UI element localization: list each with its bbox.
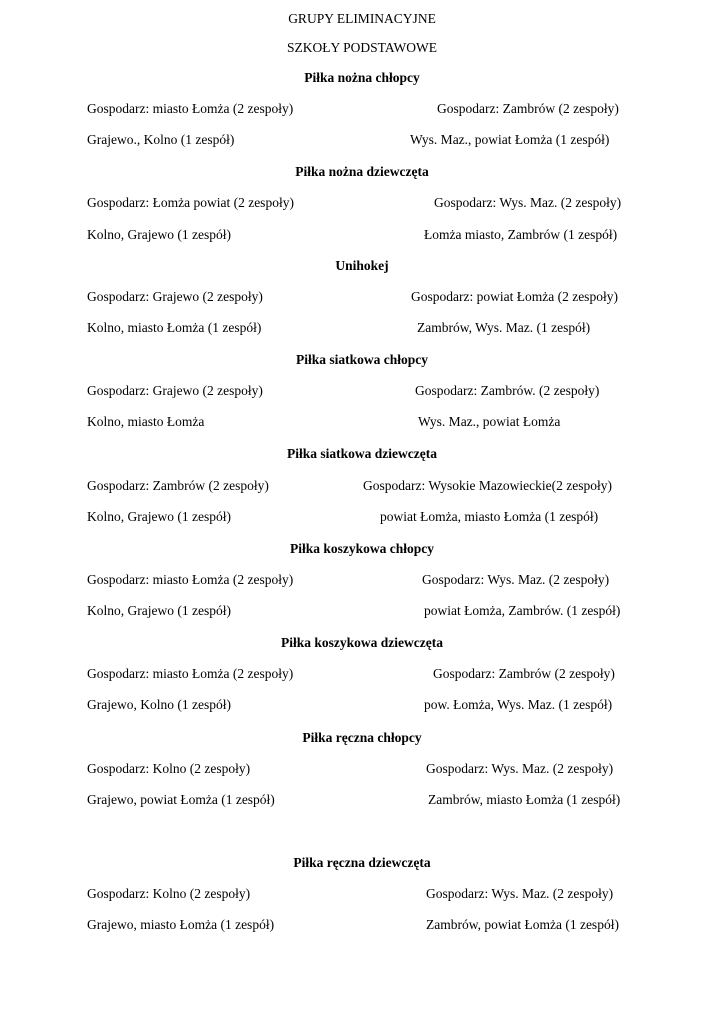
group-a-host: Gospodarz: Grajewo (2 zespoły) bbox=[87, 383, 263, 398]
document-title: GRUPY ELIMINACYJNE bbox=[288, 11, 436, 26]
group-b-host: Gospodarz: Wys. Maz. (2 zespoły) bbox=[434, 195, 622, 210]
section-title: Piłka nożna dziewczęta bbox=[295, 164, 429, 179]
group-a-host: Gospodarz: miasto Łomża (2 zespoły) bbox=[87, 101, 294, 116]
group-b-teams: powiat Łomża, miasto Łomża (1 zespół) bbox=[380, 509, 599, 524]
group-b-teams: Zambrów, powiat Łomża (1 zespół) bbox=[426, 917, 619, 932]
group-b-teams: Zambrów, Wys. Maz. (1 zespół) bbox=[417, 320, 591, 335]
group-a-teams: Kolno, Grajewo (1 zespół) bbox=[87, 509, 231, 524]
group-b-host: Gospodarz: powiat Łomża (2 zespoły) bbox=[411, 289, 618, 304]
group-a-teams: Kolno, Grajewo (1 zespół) bbox=[87, 227, 231, 242]
group-a-host: Gospodarz: miasto Łomża (2 zespoły) bbox=[87, 666, 294, 681]
group-a-host: Gospodarz: Kolno (2 zespoły) bbox=[87, 761, 251, 776]
group-b-host: Gospodarz: Zambrów (2 zespoły) bbox=[433, 666, 615, 681]
section-title: Piłka ręczna chłopcy bbox=[302, 730, 422, 745]
group-b-teams: Wys. Maz., powiat Łomża (1 zespół) bbox=[410, 132, 610, 147]
group-b-teams: Zambrów, miasto Łomża (1 zespół) bbox=[428, 792, 621, 807]
group-b-host: Gospodarz: Wys. Maz. (2 zespoły) bbox=[422, 572, 610, 587]
group-b-teams: pow. Łomża, Wys. Maz. (1 zespół) bbox=[424, 697, 613, 712]
group-a-host: Gospodarz: Łomża powiat (2 zespoły) bbox=[87, 195, 294, 210]
group-a-host: Gospodarz: Grajewo (2 zespoły) bbox=[87, 289, 263, 304]
section-title: Piłka nożna chłopcy bbox=[304, 70, 420, 85]
group-b-teams: Łomża miasto, Zambrów (1 zespół) bbox=[424, 227, 618, 242]
group-a-teams: Grajewo., Kolno (1 zespół) bbox=[87, 132, 235, 147]
group-b-host: Gospodarz: Zambrów (2 zespoły) bbox=[437, 101, 619, 116]
section-title: Piłka koszykowa chłopcy bbox=[289, 541, 435, 556]
section-title: Piłka siatkowa chłopcy bbox=[295, 352, 428, 367]
section-title: Piłka koszykowa dziewczęta bbox=[281, 635, 443, 650]
group-a-teams: Grajewo, miasto Łomża (1 zespół) bbox=[87, 917, 275, 932]
group-b-host: Gospodarz: Wys. Maz. (2 zespoły) bbox=[426, 761, 614, 776]
section-title: Piłka ręczna dziewczęta bbox=[293, 855, 431, 870]
group-b-host: Gospodarz: Wys. Maz. (2 zespoły) bbox=[426, 886, 614, 901]
group-a-teams: Kolno, miasto Łomża (1 zespół) bbox=[87, 320, 262, 335]
group-a-teams: Grajewo, Kolno (1 zespół) bbox=[87, 697, 231, 712]
group-a-teams: Kolno, miasto Łomża bbox=[87, 414, 205, 429]
group-b-host: Gospodarz: Wysokie Mazowieckie(2 zespoły) bbox=[363, 478, 612, 493]
group-b-teams: powiat Łomża, Zambrów. (1 zespół) bbox=[424, 603, 621, 618]
group-a-host: Gospodarz: Zambrów (2 zespoły) bbox=[87, 478, 269, 493]
group-b-teams: Wys. Maz., powiat Łomża bbox=[418, 414, 561, 429]
section-title: Piłka siatkowa dziewczęta bbox=[287, 446, 437, 461]
group-a-host: Gospodarz: miasto Łomża (2 zespoły) bbox=[87, 572, 294, 587]
group-a-teams: Kolno, Grajewo (1 zespół) bbox=[87, 603, 231, 618]
group-a-teams: Grajewo, powiat Łomża (1 zespół) bbox=[87, 792, 275, 807]
group-b-host: Gospodarz: Zambrów. (2 zespoły) bbox=[415, 383, 600, 398]
group-a-host: Gospodarz: Kolno (2 zespoły) bbox=[87, 886, 251, 901]
document-subtitle: SZKOŁY PODSTAWOWE bbox=[287, 40, 437, 55]
section-title: Unihokej bbox=[335, 258, 389, 273]
